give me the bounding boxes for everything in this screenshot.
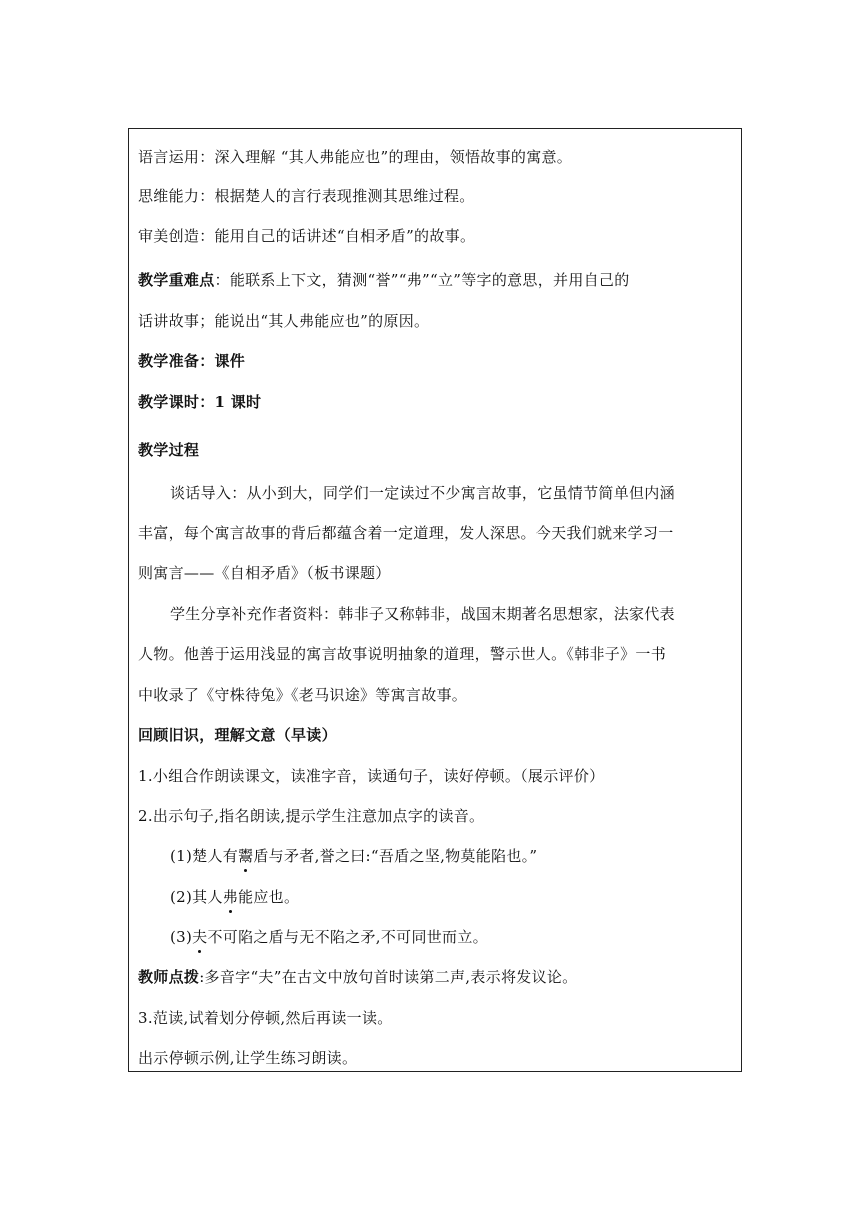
- key-points-line2: 话讲故事；能说出“其人弗能应也”的原因。: [138, 312, 430, 330]
- key-points-label: 教学重难点: [138, 271, 215, 289]
- intro-line1: 谈话导入：从小到大，同学们一定读过不少寓言故事，它虽情节简单但内涵: [170, 484, 675, 502]
- author-line2: 人物。他善于运用浅显的寓言故事说明抽象的道理，警示世人。《韩非子》一书: [138, 645, 667, 663]
- author-line3: 中收录了《守株待兔》《老马识途》等寓言故事。: [138, 686, 468, 704]
- teacher-tip-text: :多音字“夫”在古文中放句首时读第二声,表示将发议论。: [199, 968, 578, 986]
- last-line: 出示停顿示例,让学生练习朗读。: [138, 1049, 358, 1067]
- dotted-char: 弗: [222, 888, 239, 906]
- step-1: 1.小组合作朗读课文，读准字音，读通句子，读好停顿。（展示评价）: [138, 767, 605, 785]
- sentence-2: (2)其人弗能应也。: [170, 888, 300, 906]
- dotted-char: 鬻: [238, 847, 254, 865]
- class-hours: 教学课时：1 课时: [138, 393, 262, 411]
- teacher-tip: [138, 967, 577, 987]
- step-3: 3.范读,试着划分停顿,然后再读一读。: [138, 1009, 393, 1027]
- sentence-3: (3)夫不可陷之盾与无不陷之矛,不可同世而立。: [170, 928, 488, 946]
- author-line1: 学生分享补充作者资料：韩非子又称韩非，战国末期著名思想家，法家代表: [170, 605, 675, 623]
- review-title: 回顾旧识，理解文意（早读）: [138, 726, 337, 744]
- goal-thinking: 思维能力：根据楚人的言行表现推测其思维过程。: [138, 187, 475, 205]
- key-points-line1: [138, 270, 630, 290]
- key-points-text1: ：能联系上下文，猜测“誉”“弗”“立”等字的意思，并用自己的: [214, 271, 630, 289]
- dotted-char: 夫: [192, 928, 208, 946]
- goal-aesthetic: 审美创造：能用自己的话讲述“自相矛盾”的故事。: [138, 227, 476, 245]
- goal-language: 语言运用：深入理解 “其人弗能应也”的理由，领悟故事的寓意。: [138, 148, 573, 166]
- intro-line3: 则寓言——《自相矛盾》（板书课题）: [138, 564, 391, 582]
- step-2: 2.出示句子,指名朗读,提示学生注意加点字的读音。: [138, 807, 485, 825]
- process-title: 教学过程: [138, 441, 200, 459]
- intro-line2: 丰富，每个寓言故事的背后都蕴含着一定道理，发人深思。今天我们就来学习一: [138, 524, 674, 542]
- preparation: 教学准备：课件: [138, 352, 246, 370]
- sentence-1: (1)楚人有鬻盾与矛者,誉之曰:“吾盾之坚,物莫能陷也。”: [170, 847, 538, 865]
- teacher-tip-label: 教师点拨: [138, 968, 200, 986]
